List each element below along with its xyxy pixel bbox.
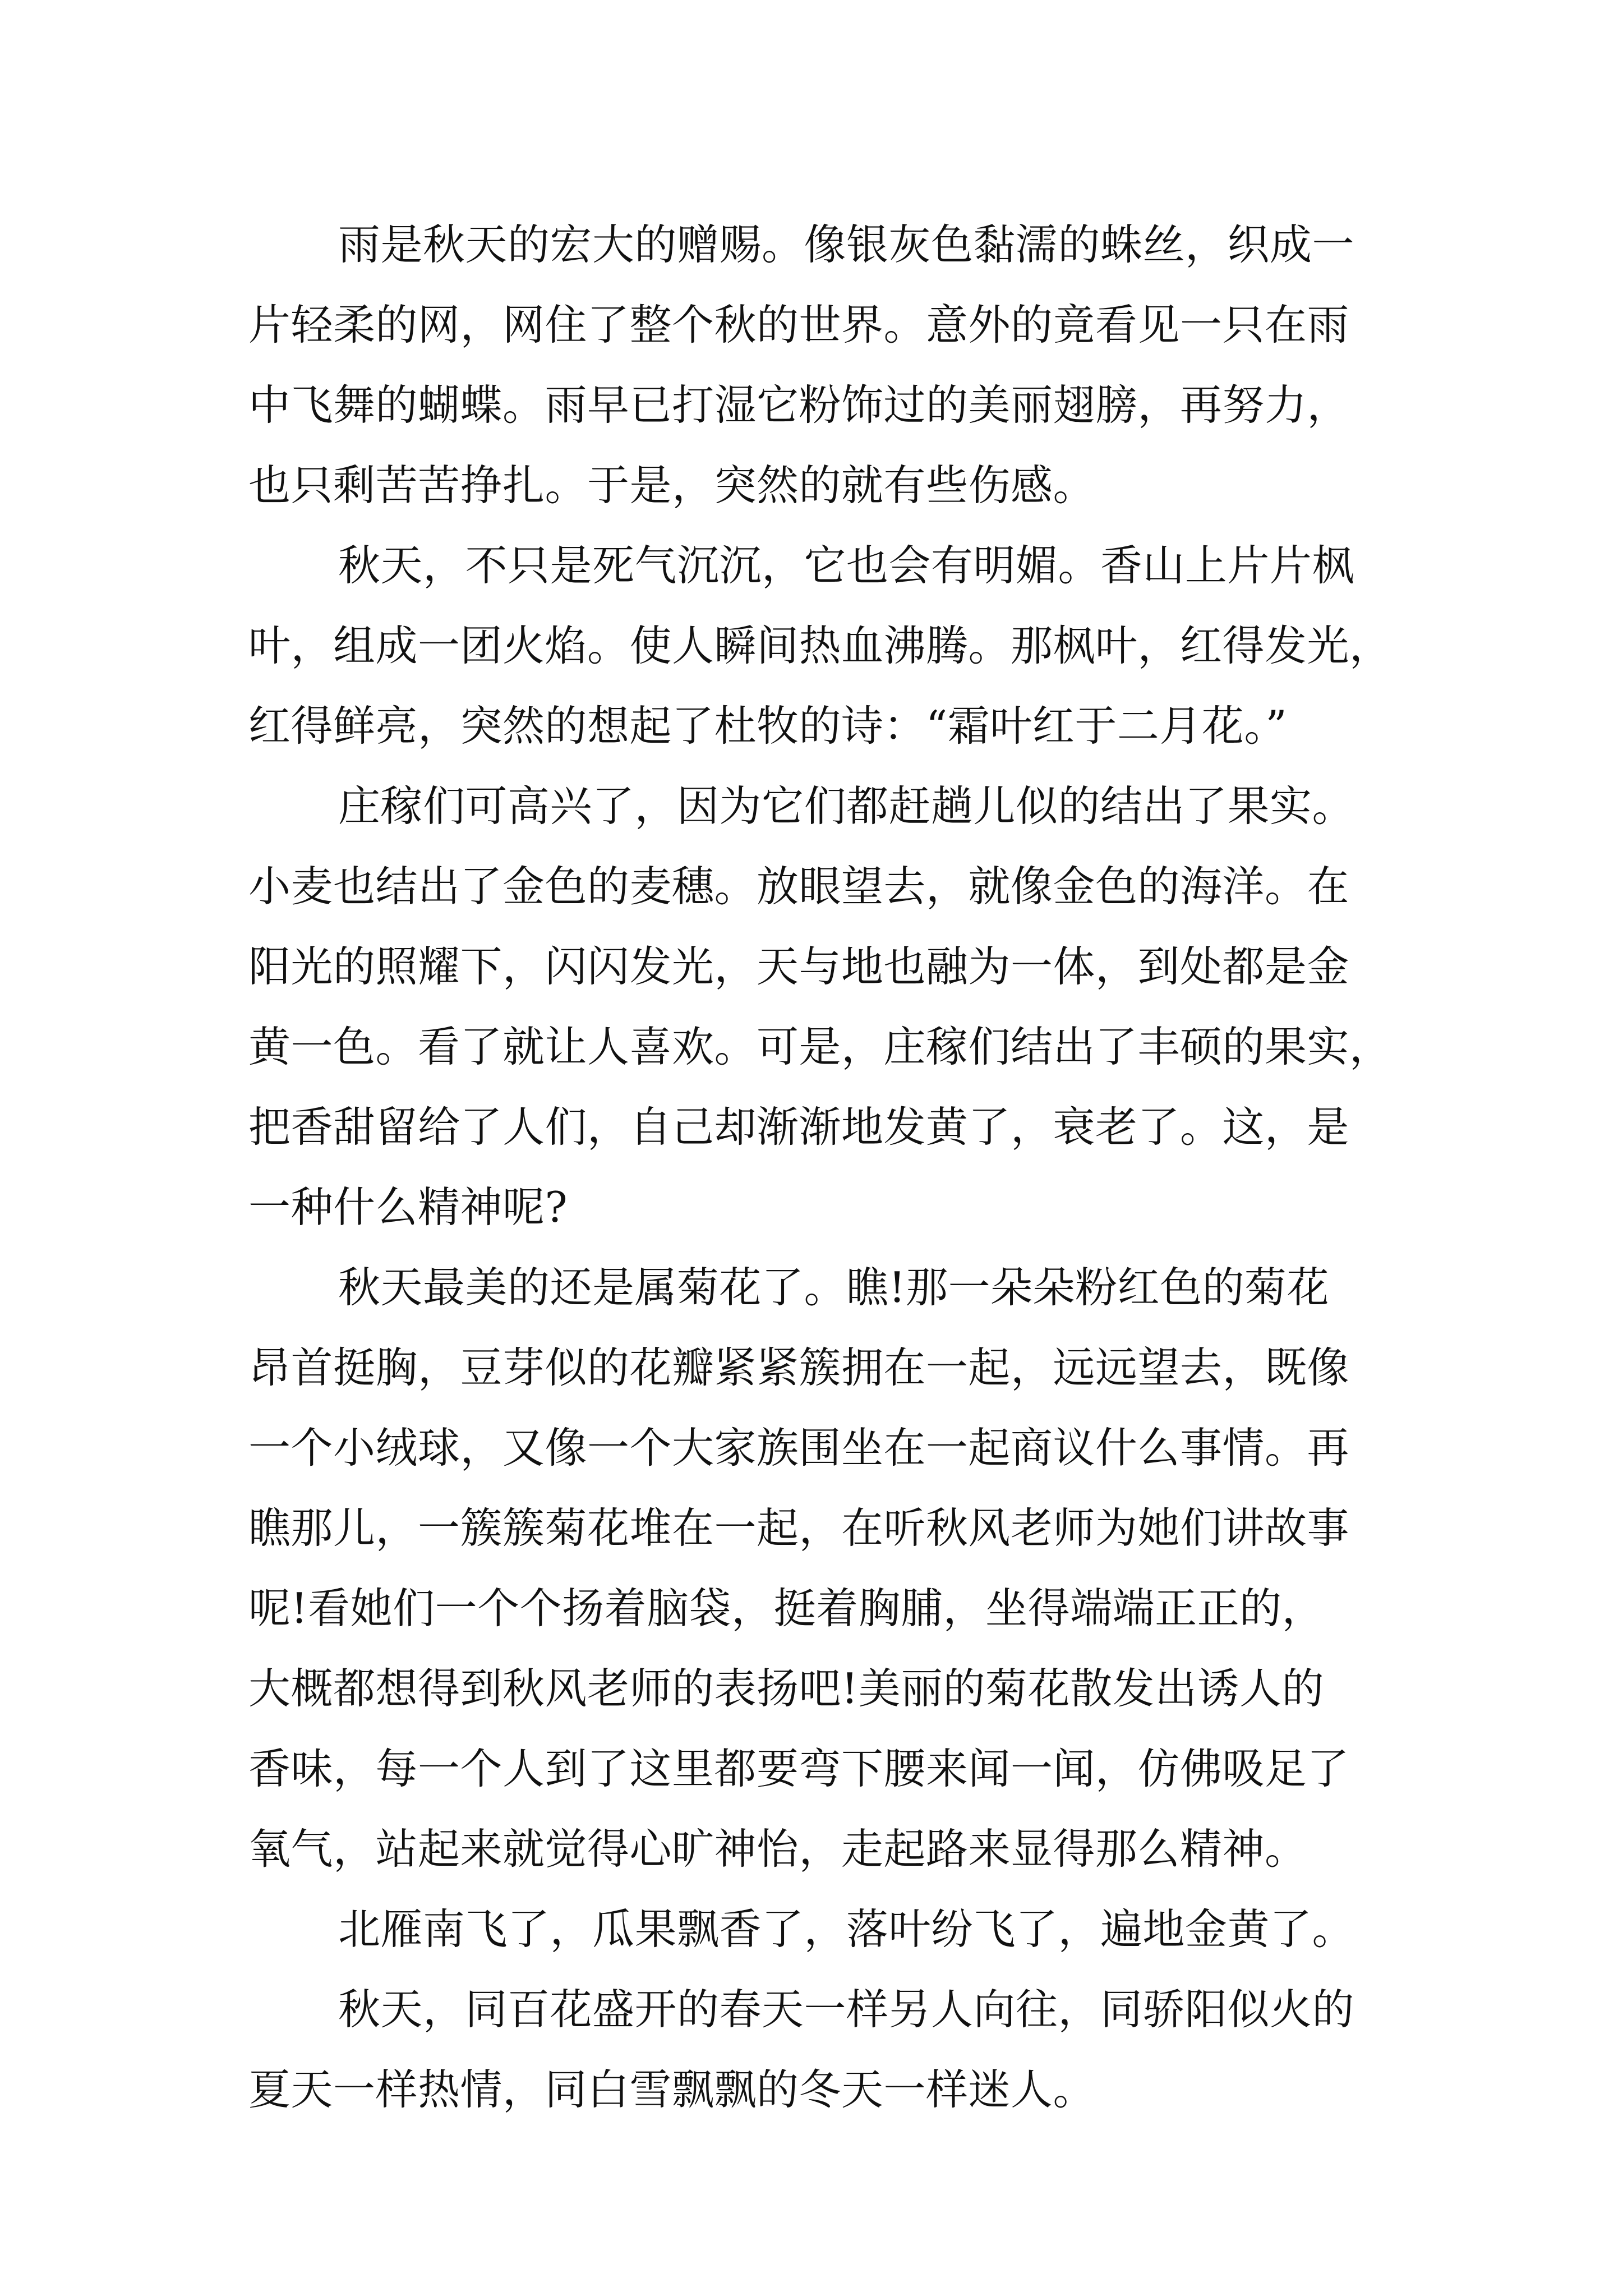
paragraph-3-line-1: 庄稼们可高兴了，因为它们都赶趟儿似的结出了果实。 xyxy=(338,781,1355,831)
paragraph-3-line-3: 阳光的照耀下，闪闪发光，天与地也融为一体，到处都是金 xyxy=(248,942,1350,991)
paragraph-1-line-1: 雨是秋天的宏大的赠赐。像银灰色黏濡的蛛丝，织成一 xyxy=(338,220,1355,269)
paragraph-5-line-1: 北雁南飞了，瓜果飘香了，落叶纷飞了，遍地金黄了。 xyxy=(338,1904,1355,1954)
paragraph-4-line-6: 大概都想得到秋风老师的表扬吧!美丽的菊花散发出诱人的 xyxy=(248,1664,1325,1713)
paragraph-4-line-7: 香味，每一个人到了这里都要弯下腰来闻一闻，仿佛吸足了 xyxy=(248,1744,1350,1793)
paragraph-3-line-4: 黄一色。看了就让人喜欢。可是，庄稼们结出了丰硕的果实， xyxy=(248,1022,1392,1071)
paragraph-2-line-1: 秋天，不只是死气沉沉，它也会有明媚。香山上片片枫 xyxy=(338,541,1355,590)
paragraph-1-line-4: 也只剩苦苦挣扎。于是，突然的就有些伤感。 xyxy=(248,461,1096,510)
paragraph-2-line-3: 红得鲜亮，突然的想起了杜牧的诗：“霜叶红于二月花。” xyxy=(248,701,1288,751)
paragraph-1-line-2: 片轻柔的网，网住了整个秋的世界。意外的竟看见一只在雨 xyxy=(248,300,1350,349)
essay-body xyxy=(248,205,1393,2130)
paragraph-2-line-2: 叶，组成一团火焰。使人瞬间热血沸腾。那枫叶，红得发光， xyxy=(248,621,1392,670)
paragraph-4-line-3: 一个小绒球，又像一个大家族围坐在一起商议什么事情。再 xyxy=(248,1423,1350,1473)
paragraph-4-line-4: 瞧那儿，一簇簇菊花堆在一起，在听秋风老师为她们讲故事 xyxy=(248,1503,1350,1553)
paragraph-6-line-1: 秋天，同百花盛开的春天一样另人向往，同骄阳似火的 xyxy=(338,1985,1355,2034)
paragraph-4-line-1: 秋天最美的还是属菊花了。瞧!那一朵朵粉红色的菊花 xyxy=(338,1263,1330,1312)
paragraph-3-line-5: 把香甜留给了人们，自己却渐渐地发黄了，衰老了。这，是 xyxy=(248,1102,1350,1152)
paragraph-1-line-3: 中飞舞的蝴蝶。雨早已打湿它粉饰过的美丽翅膀，再努力， xyxy=(248,380,1350,430)
paragraph-3-line-6: 一种什么精神呢? xyxy=(248,1182,568,1232)
paragraph-4-line-8: 氧气，站起来就觉得心旷神怡，走起路来显得那么精神。 xyxy=(248,1824,1307,1874)
paragraph-6-line-2: 夏天一样热情，同白雪飘飘的冬天一样迷人。 xyxy=(248,2065,1096,2114)
paragraph-4-line-5: 呢!看她们一个个扬着脑袋，挺着胸脯，坐得端端正正的， xyxy=(248,1584,1325,1633)
paragraph-3-line-2: 小麦也结出了金色的麦穗。放眼望去，就像金色的海洋。在 xyxy=(248,862,1350,911)
paragraph-4-line-2: 昂首挺胸，豆芽似的花瓣紧紧簇拥在一起，远远望去，既像 xyxy=(248,1343,1350,1392)
